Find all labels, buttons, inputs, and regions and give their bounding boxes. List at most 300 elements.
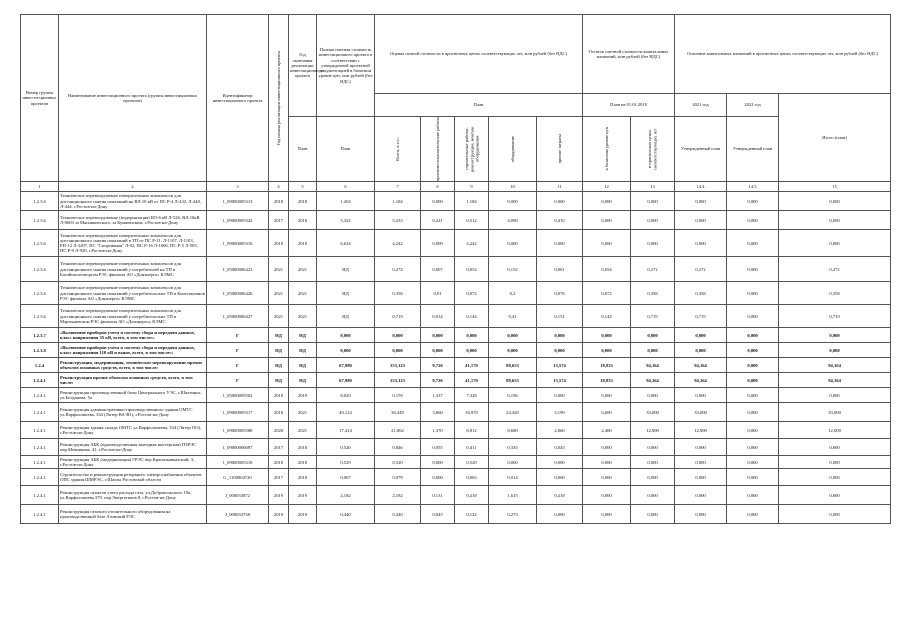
table-row [21, 469, 891, 486]
cell-value: 153,123 [375, 358, 421, 373]
column-number: 9 [455, 182, 489, 192]
cell-value: 0,079 [375, 469, 421, 486]
cell-value: 0,000 [583, 486, 631, 505]
cell-value: 17,414 [317, 422, 375, 439]
cell-value: 0,719 [779, 305, 891, 328]
project-id: Г [207, 358, 269, 373]
row-number: 1.2.4.1 [21, 422, 59, 439]
column-number: 8 [421, 182, 455, 192]
cell-value: 0,000 [421, 230, 455, 257]
header-sub-pir: проектно-изыскательские работы [421, 117, 455, 182]
project-id: Г [207, 328, 269, 343]
project-id: 1_05000006427 [207, 305, 269, 328]
row-number: 1.2.3.6 [21, 305, 59, 328]
row-number: 1.2.4.1 [21, 456, 59, 469]
cell-value: 0,000 [631, 439, 675, 456]
project-id: 1_05000005502 [207, 388, 269, 403]
cell-value: НД [269, 343, 289, 358]
table-row [21, 257, 891, 282]
cell-value: 0,41 [489, 305, 537, 328]
cell-value: 12,000 [631, 422, 675, 439]
project-name: Реконструкция административно-производственного здания ОМТС ул.Варфоломеева, 334 (Литер ВА-В1), г.Ростов-на-Дону [59, 403, 207, 422]
project-name: «Включение приборов учета в систему сбора и передачи данных, класс напряжения 35 кВ, всего, в том числе:» [59, 328, 207, 343]
row-number: 1.2.4.1 [21, 486, 59, 505]
header-total-plan: Итого (план) [779, 94, 891, 182]
column-number: 5 [289, 182, 317, 192]
table-row [21, 211, 891, 230]
cell-value: 2018 [289, 456, 317, 469]
cell-value: 0,000 [537, 388, 583, 403]
column-number: 4 [269, 182, 289, 192]
cell-value: 0,152 [489, 257, 537, 282]
cell-value: 0,000 [727, 257, 779, 282]
cell-value: 94,164 [631, 373, 675, 388]
table-row [21, 282, 891, 305]
project-id: 1_05000006426 [207, 282, 269, 305]
column-number: 7 [375, 182, 421, 192]
header-sub-equipment: оборудование [489, 117, 537, 182]
cell-value: НД [317, 257, 375, 282]
cell-value: 13,574 [537, 373, 583, 388]
cell-value: 1,337 [421, 388, 455, 403]
row-number: 1.2.4.1 [21, 373, 59, 388]
cell-value: 1,615 [489, 486, 537, 505]
cell-value: 0,000 [779, 439, 891, 456]
project-id: 1_09000005316 [207, 230, 269, 257]
column-number: 15 [779, 182, 891, 192]
cell-value: 1,184 [455, 192, 489, 211]
cell-value: 0,000 [489, 343, 537, 358]
cell-value: 2019 [289, 486, 317, 505]
cell-value: 0,000 [675, 456, 727, 469]
header-project-id: Идентификатор инвестиционного проекта [207, 15, 269, 182]
project-name: Техническое перевооружение измерительных комплексов для дистанционного снятия показаний у потребительских ТП в Константинов РЭС филиала АО «Донэнерго» КЭМС [59, 282, 207, 305]
project-name: Реконструкция производственной базы Центрального УЭС, г.Шахтинск, ул.Богданова, 5а [59, 388, 207, 403]
cell-value: 2018 [269, 192, 289, 211]
cell-value: 0,000 [675, 388, 727, 403]
cell-value: 2017 [269, 211, 289, 230]
table-row [21, 422, 891, 439]
row-number: 1.2.4.1 [21, 505, 59, 524]
cell-value: 0,000 [727, 422, 779, 439]
project-id: 1_09000005313 [207, 192, 269, 211]
cell-value: 0,076 [537, 282, 583, 305]
project-name: Реконструкция АБК (модернизация) ГРЭС пер.Краснокавказский, 3, г.Ростов-на-Дону [59, 456, 207, 469]
cell-value: 0,000 [537, 505, 583, 524]
cell-value: 12,000 [779, 422, 891, 439]
cell-value: 0,000 [317, 343, 375, 358]
cell-value: 0,000 [779, 343, 891, 358]
cell-value: 0,410 [537, 211, 583, 230]
cell-value: 0,411 [455, 439, 489, 456]
cell-value: НД [289, 328, 317, 343]
cell-value: 0,000 [727, 328, 779, 343]
cell-value: 2019 [289, 388, 317, 403]
cell-value: 0,000 [727, 358, 779, 373]
cell-value: 0,000 [727, 439, 779, 456]
cell-value: 0,000 [631, 192, 675, 211]
cell-value: 0,000 [421, 469, 455, 486]
cell-value: 0,000 [631, 328, 675, 343]
cell-value: 0,000 [675, 211, 727, 230]
cell-value: 67,980 [317, 373, 375, 388]
cell-value: 0,000 [583, 192, 631, 211]
row-number: 1.2.3.6 [21, 211, 59, 230]
cell-value: 0,007 [421, 257, 455, 282]
cell-value: 2019 [289, 505, 317, 524]
header-start-year: Год начала реализации инвестиционного проекта [269, 15, 289, 182]
header-approved-2021: Утвержденный план [675, 117, 727, 182]
cell-value: 0,000 [375, 328, 421, 343]
cell-value: 2,182 [317, 486, 375, 505]
cell-value: 13,574 [537, 358, 583, 373]
table-row [21, 388, 891, 403]
cell-value: 2021 [289, 257, 317, 282]
cell-value: 0,000 [489, 328, 537, 343]
cell-value: 8,680 [489, 422, 537, 439]
cell-value: 4,242 [455, 230, 489, 257]
cell-value: 0,000 [779, 230, 891, 257]
cell-value: 0,000 [631, 469, 675, 486]
cell-value: 0,000 [375, 343, 421, 358]
cell-value: 0,000 [779, 469, 891, 486]
cell-value: 0,144 [455, 305, 489, 328]
cell-value: 12,000 [675, 422, 727, 439]
cell-value: 0,000 [727, 282, 779, 305]
cell-value: 2021 [289, 305, 317, 328]
cell-value: 0,000 [455, 328, 489, 343]
cell-value: 0,719 [675, 305, 727, 328]
cell-value: 0,335 [489, 439, 537, 456]
cell-value: 0,000 [779, 192, 891, 211]
column-number: 6 [317, 182, 375, 192]
cell-value: 0,000 [727, 305, 779, 328]
table-body [21, 192, 891, 524]
cell-value: 88,653 [489, 373, 537, 388]
cell-value: 0,000 [583, 439, 631, 456]
cell-value: 0,196 [489, 388, 537, 403]
investment-table [20, 14, 891, 524]
cell-value: 0,067 [317, 469, 375, 486]
cell-value: 0,272 [779, 257, 891, 282]
cell-value: НД [289, 358, 317, 373]
cell-value: 0,01 [421, 282, 455, 305]
cell-value: 0,000 [779, 211, 891, 230]
cell-value: 0,000 [727, 486, 779, 505]
cell-value: 0,000 [583, 469, 631, 486]
header-plan-end: План [289, 117, 317, 182]
cell-value: 7,328 [455, 388, 489, 403]
cell-value: 2021 [289, 403, 317, 422]
cell-value: 0,055 [421, 439, 455, 456]
cell-value: 0,061 [537, 257, 583, 282]
cell-value: 1,204 [317, 192, 375, 211]
cell-value: 0,218 [537, 486, 583, 505]
cell-value: 0,000 [727, 388, 779, 403]
cell-value: 0,000 [421, 328, 455, 343]
project-name: Техническое перевооружение измерительных комплексов для дистанционного снятия показаний в ТП от ПС Р-11, Л-1107, Л-1103, РП-12 Л-3207, ПС "Спортивная" Л-02, ПС Р-16 Л-1606, ПС Р-5 Л-505, ПС Р-9 Л-920, г.Ростов-на-Дону [59, 230, 207, 257]
project-id: G_1100004720 [207, 469, 269, 486]
cell-value: 2018 [289, 230, 317, 257]
cell-value: 0,122 [455, 505, 489, 524]
project-name: Реконструкция АБК (производственная выездная мастерская) ПЗРЭС пер.Мечникова, 41, г.Ростов-на-Дону [59, 439, 207, 456]
cell-value: 0,000 [727, 343, 779, 358]
cell-value: 1,370 [421, 422, 455, 439]
cell-value: 2017 [269, 439, 289, 456]
cell-value: 0,000 [631, 486, 675, 505]
cell-value: 0,000 [631, 343, 675, 358]
cell-value: 0,358 [779, 282, 891, 305]
cell-value: 0,000 [675, 486, 727, 505]
cell-value: 0,529 [317, 456, 375, 469]
cell-value: 2,400 [583, 422, 631, 439]
cell-value: 0,512 [455, 211, 489, 230]
cell-value: 0,000 [727, 230, 779, 257]
cell-value: 0,000 [489, 456, 537, 469]
project-name: Реконструкция прочих объектов основных средств, всего, в том числе: [59, 373, 207, 388]
table-row [21, 192, 891, 211]
cell-value: 2018 [289, 211, 317, 230]
cell-value: 2021 [269, 282, 289, 305]
cell-value: 0,000 [537, 456, 583, 469]
cell-value: 0,000 [489, 192, 537, 211]
column-number: 11 [537, 182, 583, 192]
cell-value: 2018 [289, 192, 317, 211]
cell-value: 0,000 [779, 486, 891, 505]
cell-value: 33,000 [779, 403, 891, 422]
cell-value: 24,420 [489, 403, 537, 422]
cell-value: 0,014 [421, 305, 455, 328]
column-number-row [21, 182, 891, 192]
cell-value: 0,000 [675, 439, 727, 456]
column-number: 14.4 [675, 182, 727, 192]
cell-value: 0,000 [675, 343, 727, 358]
cell-value: 2021 [289, 422, 317, 439]
header-year-2022: 2022 год [727, 94, 779, 117]
project-name: Реконструкция, модернизация, техническое перевооружение прочих объектов основных средств, всего, в том числе: [59, 358, 207, 373]
table-row [21, 456, 891, 469]
column-number: 3 [207, 182, 269, 192]
cell-value: 2019 [269, 505, 289, 524]
header-project-name: Наименование инвестиционного проекта (группы инвестиционных проектов) [59, 15, 207, 182]
row-number: 1.2.3.6 [21, 230, 59, 257]
header-plan-date: План на 01.01.2018 [583, 94, 675, 117]
cell-value: 2021 [289, 282, 317, 305]
row-number: 1.2.3.6 [21, 192, 59, 211]
header-approved-2022: Утвержденный план [727, 117, 779, 182]
cell-value: 0,000 [675, 505, 727, 524]
header-end-year: Год окончания реализации инвестиционного проекта [289, 15, 317, 117]
cell-value: 5,233 [375, 211, 421, 230]
row-number: 1.2.3.6 [21, 257, 59, 282]
cell-value: 0,520 [455, 456, 489, 469]
cell-value: 0,000 [631, 211, 675, 230]
cell-value: 0,000 [779, 505, 891, 524]
project-id: 1_09000005317 [207, 403, 269, 422]
cell-value: 2,060 [537, 422, 583, 439]
table-row [21, 486, 891, 505]
project-id: Г [207, 373, 269, 388]
row-number: 1.2.4.1 [21, 403, 59, 422]
cell-value: 0,054 [583, 257, 631, 282]
cell-value: 1,184 [375, 192, 421, 211]
project-name: Реконструкция здания склада ОМТС ул.Варфоломеева, 334 (Литер ОО), г.Ростов-на-Дону [59, 422, 207, 439]
cell-value: 0,272 [675, 257, 727, 282]
project-name: Техническое перевооружение измерительных комплексов для дистанционного снятия показаний у потребителей на ТП в Батайскоптоворгом РЭС филиала АО «Донэнерго» КЭМС [59, 257, 207, 282]
cell-value: 0,2 [489, 282, 537, 305]
cell-value: 0,131 [421, 486, 455, 505]
table-row [21, 505, 891, 524]
cell-value: 0,358 [675, 282, 727, 305]
project-id: J_000033738 [207, 505, 269, 524]
cell-value: 0,000 [317, 328, 375, 343]
project-id: J_000033872 [207, 486, 269, 505]
cell-value: 0,272 [631, 257, 675, 282]
header-year-2021: 2021 год [675, 94, 727, 117]
table-row [21, 439, 891, 456]
header-sub-total: Всего, в т.ч.: [375, 117, 421, 182]
header-sub-forecast: в прогнозных ценах соответствующих лет [631, 117, 675, 182]
cell-value: 0,052 [455, 257, 489, 282]
column-number: 2 [59, 182, 207, 192]
header-plan-cost: План [317, 117, 375, 182]
project-name: Реконструкция газового отопительного оборудования на производственной базе Азовский РЭС [59, 505, 207, 524]
header-remaining-cost: Остаток сметной стоимости капитальных вложений, млн рублей (без НДС) [583, 15, 675, 94]
cell-value: 153,123 [375, 373, 421, 388]
header-forecast-cost: Оценка полной стоимости в прогнозных ценах соответствующих лет, млн рублей (без НДС) [375, 15, 583, 94]
cell-value: 0,000 [727, 373, 779, 388]
cell-value: 2018 [269, 230, 289, 257]
cell-value: 0,000 [675, 192, 727, 211]
cell-value: 4,242 [375, 230, 421, 257]
cell-value: 0,520 [375, 456, 421, 469]
cell-value: 21,062 [375, 422, 421, 439]
cell-value: 0,000 [779, 328, 891, 343]
cell-value: 0,719 [375, 305, 421, 328]
cell-value: 9,726 [421, 358, 455, 373]
cell-value: 0,719 [631, 305, 675, 328]
cell-value: НД [317, 305, 375, 328]
cell-value: 0,000 [779, 456, 891, 469]
cell-value: 0,000 [537, 328, 583, 343]
cell-value: 18,833 [583, 358, 631, 373]
cell-value: 41,170 [455, 358, 489, 373]
cell-value: 0,000 [631, 230, 675, 257]
cell-value: 0,151 [537, 305, 583, 328]
cell-value: 0,000 [421, 456, 455, 469]
cell-value: 2021 [269, 257, 289, 282]
cell-value: 67,980 [317, 358, 375, 373]
cell-value: 0,000 [631, 388, 675, 403]
header-investment: Освоение капитальных вложений в прогнозных ценах соответствующих лет, млн рублей (без НДС) [675, 15, 891, 94]
cell-value: 0,000 [727, 211, 779, 230]
cell-value: 8,020 [317, 388, 375, 403]
cell-value: 0,000 [583, 388, 631, 403]
cell-value: 0,218 [455, 486, 489, 505]
project-id: 1_09000006097 [207, 439, 269, 456]
cell-value: 94,164 [675, 373, 727, 388]
cell-value: 2018 [269, 456, 289, 469]
cell-value: 0,144 [583, 305, 631, 328]
table-row [21, 230, 891, 257]
column-number: 12 [583, 182, 631, 192]
cell-value: 0,045 [421, 505, 455, 524]
project-name: Техническое перевооружение измерительных комплексов для дистанционного снятия показаний на ВЛ-10 кВ от ПС Р-4 Л-432, Л-440, Л-444, г.Ростов-на-Дону [59, 192, 207, 211]
cell-value: 3,860 [421, 403, 455, 422]
cell-value: 18,833 [583, 373, 631, 388]
cell-value: 0,000 [421, 192, 455, 211]
cell-value: 16,970 [455, 403, 489, 422]
cell-value: 94,164 [631, 358, 675, 373]
table-row [21, 373, 891, 388]
header-sub-other: прочие затраты [537, 117, 583, 182]
cell-value: 8,812 [455, 422, 489, 439]
header-plan: План [375, 94, 583, 117]
cell-value: 0,000 [675, 230, 727, 257]
cell-value: 0,000 [537, 469, 583, 486]
header-group-number: Номер группы инвести-ционных проектов [21, 15, 59, 182]
cell-value: 0,045 [537, 439, 583, 456]
table-row [21, 403, 891, 422]
cell-value: 2018 [289, 439, 317, 456]
project-name: Техническое перевооружение измерительных комплексов для дистанционного снятия показаний у потребительских ТП в Мартыновском РЭС филиала АО «Донэнерго» КЭМС [59, 305, 207, 328]
cell-value: 0,358 [631, 282, 675, 305]
header-sub-base: в базисном уровне цен [583, 117, 631, 182]
table-row [21, 305, 891, 328]
cell-value: 0,072 [455, 282, 489, 305]
cell-value: 2020 [269, 422, 289, 439]
cell-value: 94,164 [779, 358, 891, 373]
cell-value: 2,182 [375, 486, 421, 505]
cell-value: НД [289, 373, 317, 388]
cell-value: 0,000 [537, 343, 583, 358]
cell-value: 40,124 [317, 403, 375, 422]
project-name: Техническое перевооружение (модернизация) ВЛ-6 кВ Л-526, ВЛ-10кВ Л-0603 за Мясниковского, за Кумженским, г.Ростов-на-Дону [59, 211, 207, 230]
cell-value: 4,090 [489, 211, 537, 230]
cell-value: 0,159 [375, 388, 421, 403]
row-number: 1.2.4.1 [21, 388, 59, 403]
row-number: 1.2.3.7 [21, 328, 59, 343]
cell-value: 0,000 [727, 469, 779, 486]
cell-value: 2019 [269, 486, 289, 505]
cell-value: 0,520 [317, 439, 375, 456]
cell-value: 0,846 [375, 439, 421, 456]
column-number: 14.5 [727, 182, 779, 192]
cell-value: 5,199 [537, 403, 583, 422]
cell-value: 0,273 [489, 505, 537, 524]
cell-value: 94,164 [675, 358, 727, 373]
document-sheet [20, 14, 890, 524]
cell-value: 0,000 [631, 505, 675, 524]
cell-value: 0,000 [631, 456, 675, 469]
column-number: 1 [21, 182, 59, 192]
cell-value: 0,000 [583, 211, 631, 230]
cell-value: 2018 [269, 403, 289, 422]
cell-value: 0,000 [421, 343, 455, 358]
cell-value: 0,221 [421, 211, 455, 230]
cell-value: 33,000 [675, 403, 727, 422]
cell-value: 2021 [269, 305, 289, 328]
cell-value: 2018 [269, 388, 289, 403]
cell-value: 0,440 [317, 505, 375, 524]
project-id: 1_05000006423 [207, 257, 269, 282]
cell-value: НД [289, 343, 317, 358]
cell-value: 0,000 [727, 505, 779, 524]
cell-value: 5,322 [317, 211, 375, 230]
project-id: 1_09000005318 [207, 456, 269, 469]
cell-value: 0,000 [489, 230, 537, 257]
cell-value: 0,000 [727, 456, 779, 469]
